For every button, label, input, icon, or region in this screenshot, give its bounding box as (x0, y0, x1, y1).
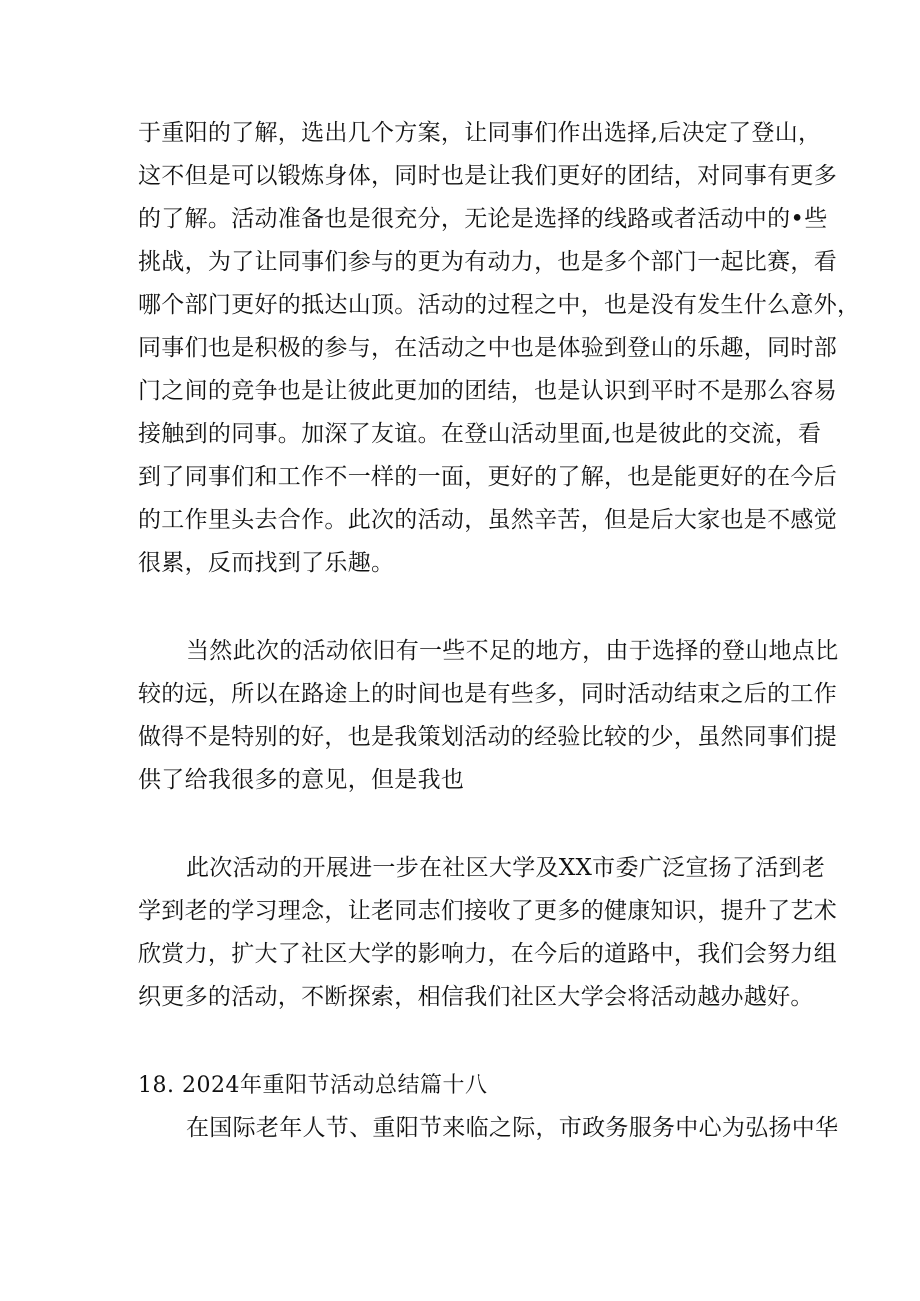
text-line: 供了给我很多的意见，但是我也 (138, 767, 465, 793)
text-line: 的了解。活动准备也是很充分，无论是选择的线路或者活动中的•些 (138, 206, 828, 232)
text-line: 挑战，为了让同事们参与的更为有动力，也是多个部门一起比赛，看 (138, 249, 837, 275)
text-line: 织更多的活动，不断探索，相信我们社区大学会将活动越办越好。 (138, 984, 814, 1010)
text-line: 做得不是特别的好，也是我策划活动的经验比较的少，虽然同事们提 (138, 724, 837, 750)
text-line: 这不但是可以锻炼身体，同时也是让我们更好的团结，对同事有更多 (138, 163, 837, 189)
section-heading: 18. 2024年重阳节活动总结篇十八 (138, 1073, 488, 1098)
text-line: 哪个部门更好的抵达山顶。活动的过程之中，也是没有发生什么意外， (138, 292, 861, 318)
text-line: 很累，反而找到了乐趣。 (138, 550, 395, 576)
text-line: 在国际老年人节、重阳节来临之际，市政务服务中心为弘扬中华 (186, 1115, 839, 1141)
text-line: 的工作里头去合作。此次的活动，虽然辛苦，但是后大家也是不感觉 (138, 507, 837, 533)
text-line: 于重阳的了解，选出几个方案，让同事们作出选择,后决定了登山， (138, 120, 822, 146)
text-line: 接触到的同事。加深了友谊。在登山活动里面,也是彼此的交流，看 (138, 421, 822, 447)
text-line: 当然此次的活动依旧有一些不足的地方，由于选择的登山地点比 (186, 638, 839, 664)
text-line: 较的远，所以在路途上的时间也是有些多，同时活动结束之后的工作 (138, 681, 837, 707)
text-line: 同事们也是积极的参与，在活动之中也是体验到登山的乐趣，同时部 (138, 335, 837, 361)
text-line: 学到老的学习理念，让老同志们接收了更多的健康知识，提升了艺术 (138, 898, 837, 924)
text-line: 欣赏力，扩大了社区大学的影响力，在今后的道路中，我们会努力组 (138, 941, 837, 967)
text-line: 门之间的竞争也是让彼此更加的团结，也是认识到平时不是那么容易 (138, 378, 837, 404)
text-line: 到了同事们和工作不一样的一面，更好的了解，也是能更好的在今后 (138, 464, 837, 490)
text-line: 此次活动的开展进一步在社区大学及XX市委广泛宣扬了活到老 (186, 855, 826, 881)
